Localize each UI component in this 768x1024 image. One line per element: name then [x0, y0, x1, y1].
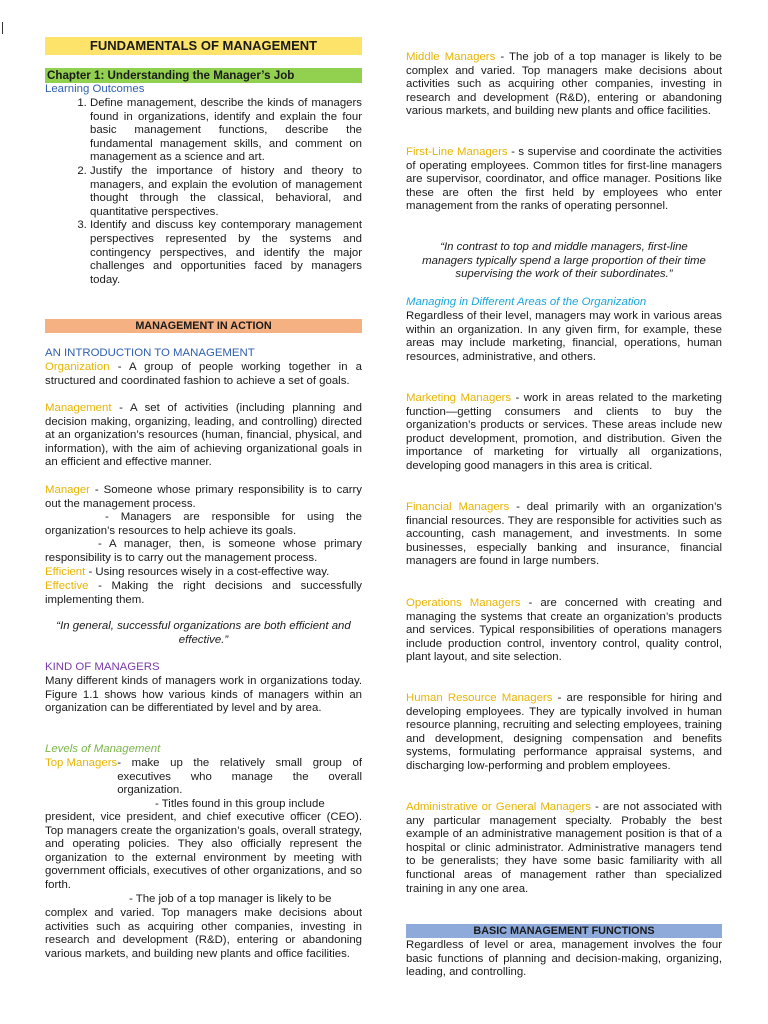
effective-def-text: - Making the right decisions and successfully implementing them. — [45, 580, 362, 606]
middle-managers-definition — [406, 51, 722, 119]
top-job-lead: - The job of a top manager is likely to be — [129, 893, 332, 905]
admin-managers-definition — [406, 801, 722, 896]
efficient-def-text: - Using resources wisely in a cost-effective way. — [85, 566, 330, 578]
top-managers-definition — [45, 757, 362, 798]
management-term: Management — [45, 402, 112, 414]
top-managers-term: Top Managers — [45, 757, 118, 769]
hr-managers-def-text: - are responsible for hiring and developing employees. They are typically involved in human resource planning, recruiting and selecting employees, training and development, designing compensation and benefits systems, formulating performance appraisal systems, and discharging low-performing and problem employees. — [406, 692, 723, 772]
kinds-heading: KIND OF MANAGERS — [45, 661, 160, 673]
learning-outcomes-heading: Learning Outcomes — [45, 83, 145, 95]
middle-managers-def-text: - The job of a top manager is likely to be complex and varied. Top managers make decisions about activities such as acquiring other companies, investing in research and development (R&D), entering or abandoning various markets, and building new plants and office facilities. — [406, 51, 722, 118]
organization-term: Organization — [45, 361, 110, 373]
marketing-managers-def-text: - work in areas related to the marketing function—getting consumers and clients to buy the organization’s products or services. These areas include new product development, promotion, and distribution. Given the importance of marketing for virtually all organizations, developing good managers in this area is critical. — [406, 392, 722, 472]
chapter-title: Chapter 1: Understanding the Manager’s Job — [45, 68, 362, 83]
page-corner-mark — [2, 22, 3, 34]
first-line-managers-definition — [406, 146, 722, 214]
hr-managers-definition — [406, 692, 722, 774]
top-job-paragraph: complex and varied. Top managers make decisions about activities such as acquiring other companies, investing in research and development (R&D), entering or abandoning various markets, and building new plants and office facilities. — [45, 907, 362, 960]
first-line-managers-term: First-Line Managers — [406, 146, 508, 158]
quote-efficient-effective: “In general, successful organizations are both efficient and effective.” — [56, 620, 351, 646]
operations-managers-definition — [406, 597, 722, 665]
manager-note-2: - A manager, then, is someone whose primary responsibility is to carry out the management process. — [45, 538, 362, 564]
efficient-term: Efficient — [45, 566, 86, 578]
levels-heading: Levels of Management — [45, 743, 161, 755]
basic-functions-paragraph: Regardless of level or area, management involves the four basic functions of planning and decision-making, organizing, leading, and controlling. — [406, 939, 722, 979]
effective-definition — [45, 580, 362, 607]
financial-managers-def-text: - deal primarily with an organization’s financial resources. They are responsible for activities such as accounting, cash management, and investments. In some businesses, especially banking and insurance, financial managers are found in large numbers. — [406, 501, 722, 568]
organization-def-text: - A group of people working together in a structured and coordinated fashion to achieve a set of goals. — [45, 361, 362, 387]
learning-outcomes-list — [45, 97, 362, 287]
financial-managers-term: Financial Managers — [406, 501, 510, 513]
management-in-action-banner: MANAGEMENT IN ACTION — [45, 319, 362, 333]
areas-paragraph: Regardless of their level, managers may work in various areas within an organization. In any given firm, for example, these areas may include marketing, financial, operations, human resources, administrative, and others. — [406, 310, 722, 363]
areas-heading: Managing in Different Areas of the Organization — [406, 296, 647, 308]
operations-managers-term: Operations Managers — [406, 597, 521, 609]
effective-term: Effective — [45, 580, 89, 592]
basic-functions-banner: BASIC MANAGEMENT FUNCTIONS — [406, 924, 722, 938]
intro-heading: AN INTRODUCTION TO MANAGEMENT — [45, 347, 255, 359]
manager-note-1: - Managers are responsible for using the organization’s resources to help achieve its goals. — [45, 511, 362, 537]
admin-managers-def-text: - are not associated with any particular management specialty. Probably the best example of an administrative management position is that of a hospital or clinic administrator. Administrative managers tend to be generalists; they have some basic familiarity with all functional areas of management rather than specialized training in any one area. — [406, 801, 722, 895]
management-definition — [45, 402, 362, 470]
first-line-managers-def-text: - s supervise and coordinate the activities of operating employees. Common titles for first-line managers are supervisor, coordinator, and office manager. Positions like these are often the first held by employees who enter management from the ranks of operating personnel. — [406, 146, 722, 213]
list-item: 2. Justify the importance of history and theory to managers, and explain the evolution of management thought through the classical, behavioral, and quantitative perspectives. — [90, 165, 362, 219]
admin-managers-term: Administrative or General Managers — [406, 801, 591, 813]
marketing-managers-definition — [406, 392, 722, 474]
manager-def-text: - Someone whose primary responsibility is to carry out the management process. — [45, 484, 362, 510]
manager-definition — [45, 484, 362, 511]
financial-managers-definition — [406, 501, 722, 569]
management-def-text: - A set of activities (including planning and decision making, organizing, leading, and controlling) directed at an organization’s resources (human, financial, physical, and information), with the aim of achieving organizational goals in an efficient and effective manner. — [45, 402, 362, 469]
manager-term: Manager — [45, 484, 90, 496]
top-titles-lead: - Titles found in this group include — [155, 798, 325, 810]
kinds-paragraph: Many different kinds of managers work in organizations today. Figure 1.1 shows how various kinds of managers within an organization can be differentiated by level and by area. — [45, 675, 362, 715]
quote-first-line: “In contrast to top and middle managers, first-line managers typically spend a large proportion of their time supervising the work of their subordinates.” — [422, 241, 706, 281]
operations-managers-def-text: - are concerned with creating and managing the systems that create an organization’s products and services. Typical responsibilities of operations managers include production control, inventory control, quality control, plant layout, and site selection. — [406, 597, 722, 664]
list-item: 1. Define management, describe the kinds of managers found in organizations, identify and explain the four basic management functions, describe the fundamental management skills, and comment on management as a science and art. — [90, 97, 362, 165]
marketing-managers-term: Marketing Managers — [406, 392, 512, 404]
hr-managers-term: Human Resource Managers — [406, 692, 553, 704]
doc-title: FUNDAMENTALS OF MANAGEMENT — [45, 37, 362, 55]
top-managers-def-text: - make up the relatively small group of executives who manage the overall organization. — [117, 757, 362, 797]
efficient-definition — [45, 566, 362, 580]
list-item: 3. Identify and discuss key contemporary management perspectives represented by the systems and contingency perspectives, and identify the major challenges and opportunities faced by managers today. — [90, 219, 362, 287]
top-managers-paragraph: president, vice president, and chief executive officer (CEO). Top managers create the organization’s goals, overall strategy, and operating policies. They also officially represent the organization to the external environment by meeting with government officials, executives of other organizations, and so forth. — [45, 811, 362, 891]
organization-definition — [45, 361, 362, 388]
middle-managers-term: Middle Managers — [406, 51, 496, 63]
